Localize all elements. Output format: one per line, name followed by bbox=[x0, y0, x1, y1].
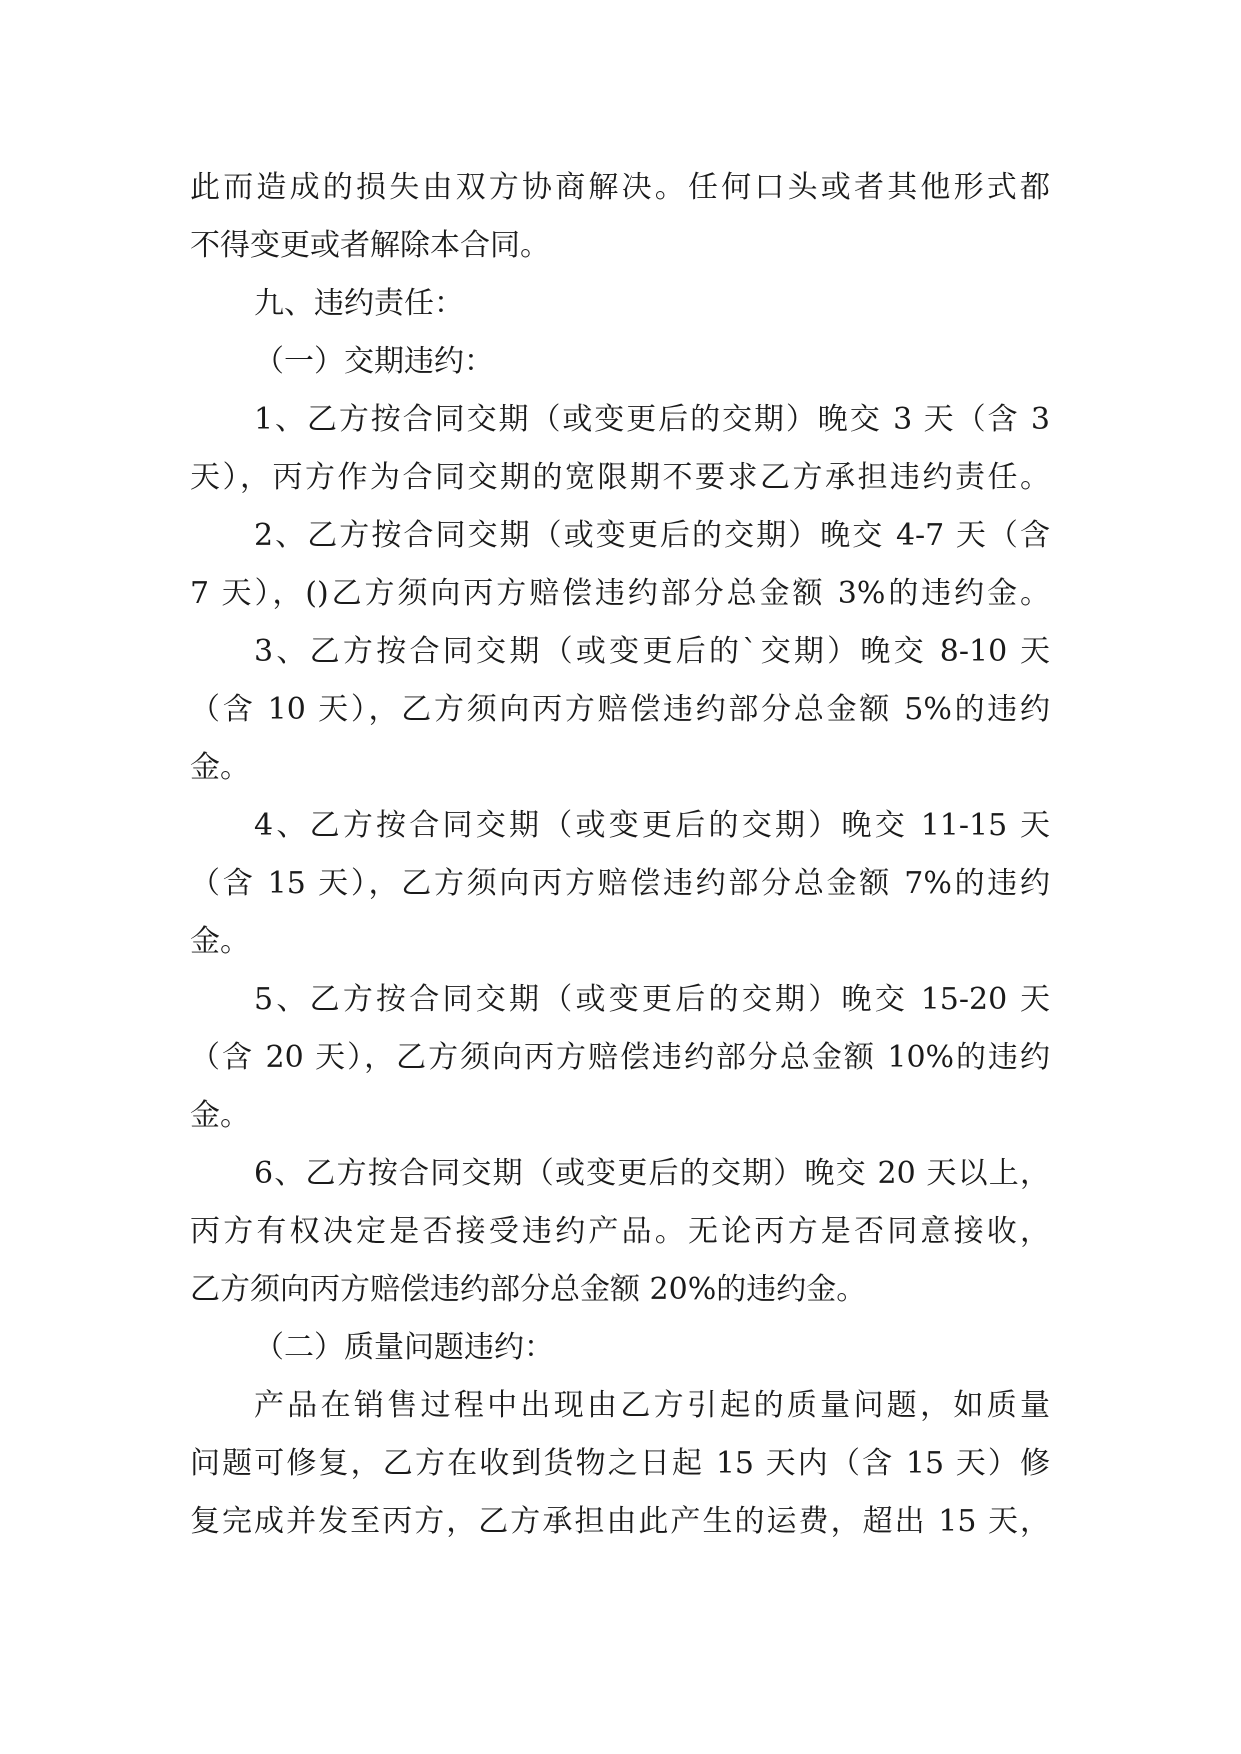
clause-line: 1、乙方按合同交期（或变更后的交期）晚交 3 天（含 3 bbox=[254, 402, 1050, 437]
clause-line: 金。 bbox=[190, 1098, 250, 1133]
text-line: 不得变更或者解除本合同。 bbox=[190, 228, 550, 263]
text-line: 此而造成的损失由双方协商解决。任何口头或者其他形式都 bbox=[190, 170, 1050, 205]
section-heading: 九、违约责任： bbox=[254, 286, 464, 321]
clause-line: 乙方须向丙方赔偿违约部分总金额 20%的违约金。 bbox=[190, 1272, 867, 1307]
clause-line: 天），丙方作为合同交期的宽限期不要求乙方承担违约责任。 bbox=[190, 460, 1050, 495]
clause-line: 2、乙方按合同交期（或变更后的交期）晚交 4-7 天（含 bbox=[254, 518, 1050, 553]
paragraph-line: 产品在销售过程中出现由乙方引起的质量问题，如质量 bbox=[254, 1388, 1050, 1423]
clause-line: （含 10 天），乙方须向丙方赔偿违约部分总金额 5%的违约 bbox=[190, 692, 1050, 727]
clause-line: 金。 bbox=[190, 924, 250, 959]
subsection-heading: （二）质量问题违约： bbox=[254, 1330, 554, 1365]
clause-line: （含 15 天），乙方须向丙方赔偿违约部分总金额 7%的违约 bbox=[190, 866, 1050, 901]
clause-line: 6、乙方按合同交期（或变更后的交期）晚交 20 天以上， bbox=[254, 1156, 1050, 1191]
clause-line: 7 天），()乙方须向丙方赔偿违约部分总金额 3%的违约金。 bbox=[190, 576, 1050, 611]
clause-line: 3、乙方按合同交期（或变更后的`交期）晚交 8-10 天 bbox=[254, 634, 1050, 669]
subsection-heading: （一）交期违约： bbox=[254, 344, 494, 379]
clause-line: 金。 bbox=[190, 750, 250, 785]
clause-line: 丙方有权决定是否接受违约产品。无论丙方是否同意接收， bbox=[190, 1214, 1050, 1249]
paragraph-line: 复完成并发至丙方，乙方承担由此产生的运费，超出 15 天， bbox=[190, 1504, 1050, 1539]
clause-line: 4、乙方按合同交期（或变更后的交期）晚交 11-15 天 bbox=[254, 808, 1050, 843]
paragraph-line: 问题可修复，乙方在收到货物之日起 15 天内（含 15 天）修 bbox=[190, 1446, 1050, 1481]
clause-line: 5、乙方按合同交期（或变更后的交期）晚交 15-20 天 bbox=[254, 982, 1050, 1017]
clause-line: （含 20 天），乙方须向丙方赔偿违约部分总金额 10%的违约 bbox=[190, 1040, 1050, 1075]
